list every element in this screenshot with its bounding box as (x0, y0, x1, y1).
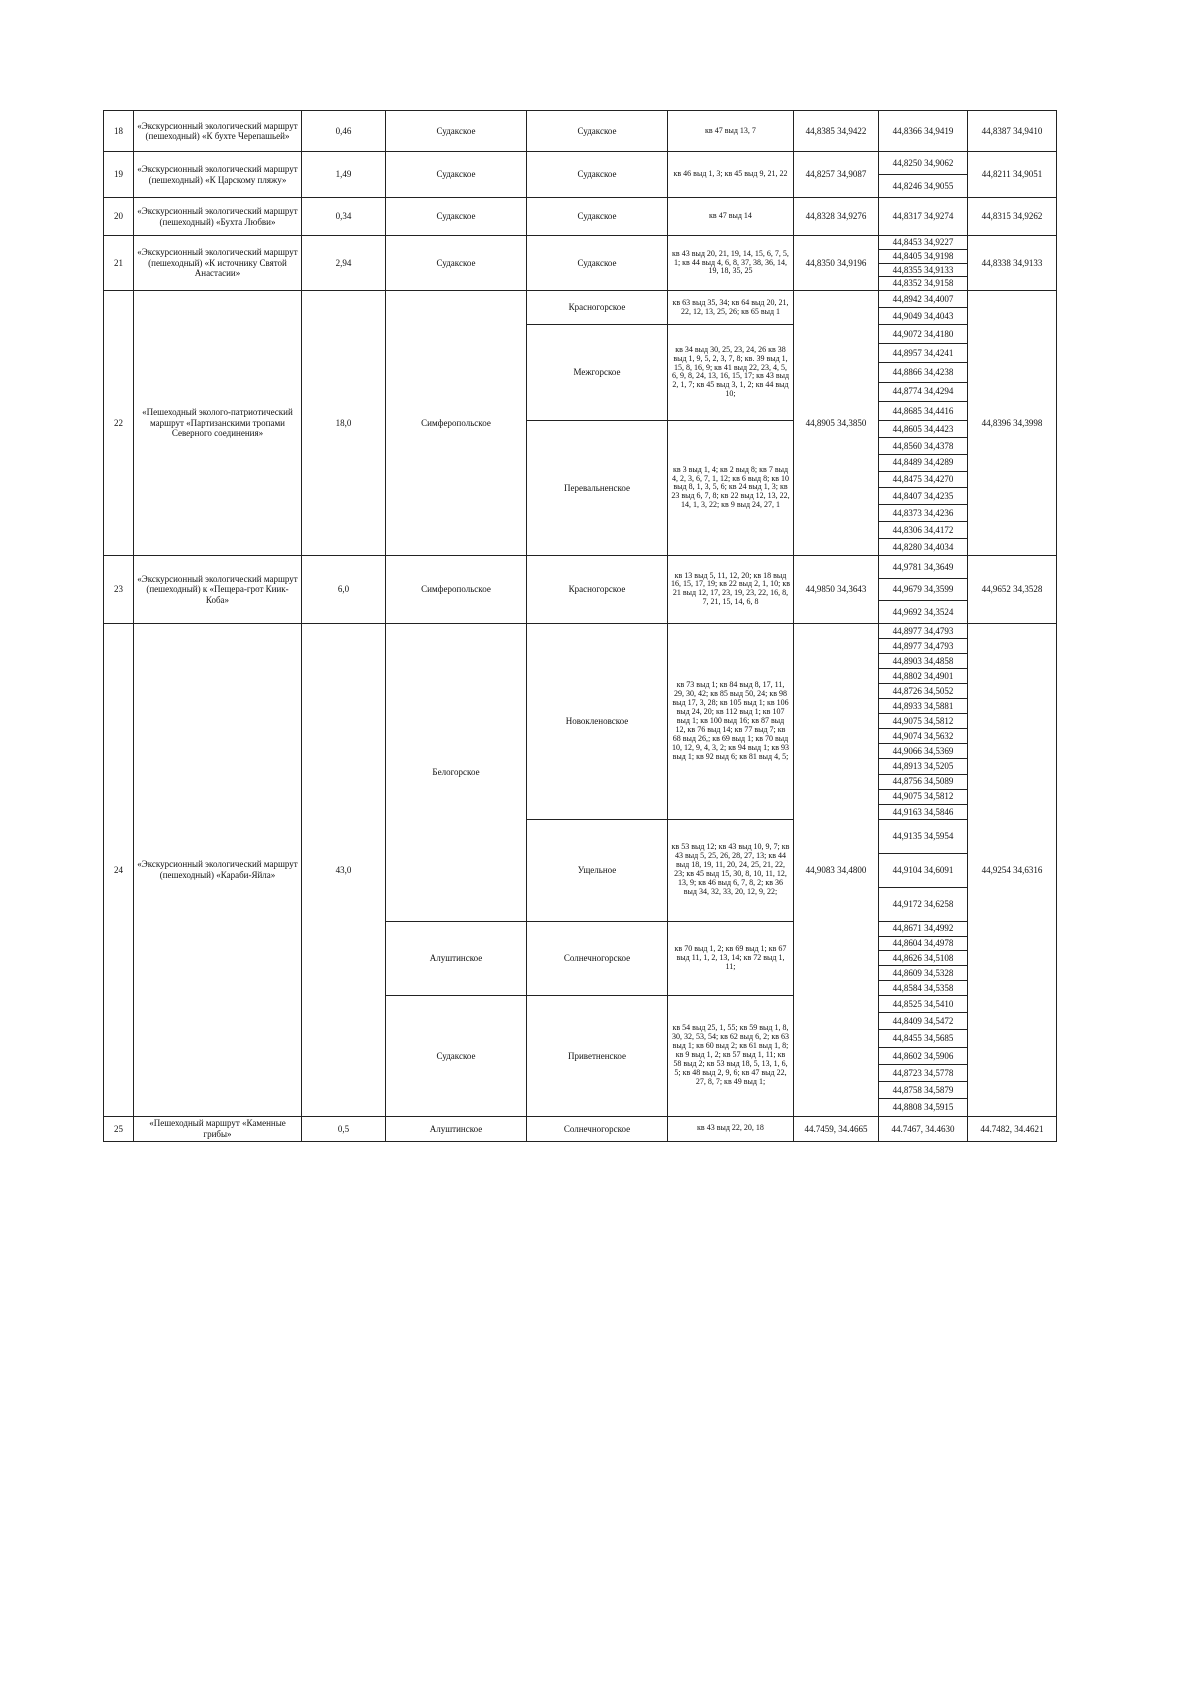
route-length: 6,0 (302, 555, 386, 623)
route-forest-plots: кв 53 выд 12; кв 43 выд 10, 9, 7; кв 43 выд 5, 25, 26, 28, 27, 13; кв 44 выд 18, 19, 11, 20, 24, 25, 21, 22, 23; кв 45 выд 15, 30, 8, 10, 11, 12, 13, 9; кв 46 выд 6, 7, 8, 2; кв 36 выд 34, 32, 33, 20, 12, 9, 22; (668, 819, 794, 921)
route-start-point: 44,8257 34,9087 (794, 152, 879, 198)
table-row (104, 291, 1057, 325)
route-forest-plots: кв 46 выд 1, 3; кв 45 выд 9, 21, 22 (668, 152, 794, 198)
table-row (104, 111, 1057, 152)
waypoint-coordinate: 44,8802 34,4901 (879, 668, 967, 683)
waypoint-list (879, 624, 967, 819)
waypoint-coordinate: 44,8453 34,9227 (892, 237, 954, 248)
route-district: Симферопольское (386, 291, 527, 556)
waypoint-list (879, 111, 967, 151)
route-district: Судакское (386, 152, 527, 198)
waypoint-coordinate: 44,8933 34,5881 (879, 698, 967, 713)
route-waypoints (879, 420, 968, 555)
route-length: 0,46 (302, 111, 386, 152)
waypoint-coordinate: 44,8366 34,9419 (892, 125, 954, 136)
route-forest-plots: кв 63 выд 35, 34; кв 64 выд 20, 21, 22, 12, 13, 25, 26; кв 65 выд 1 (668, 291, 794, 325)
route-length: 2,94 (302, 236, 386, 291)
route-number: 18 (104, 111, 134, 152)
waypoint-coordinate: 44,9692 34,3524 (879, 600, 967, 623)
waypoint-coordinate: 44,9163 34,5846 (879, 804, 967, 819)
route-end-point: 44,8396 34,3998 (968, 291, 1057, 556)
route-start-point: 44,8328 34,9276 (794, 198, 879, 236)
route-forest-plots: кв 54 выд 25, 1, 55; кв 59 выд 1, 8, 30, 32, 53, 54; кв 62 выд 6, 2; кв 63 выд 1; кв 60 выд 2; кв 61 выд 1, 8; кв 9 выд 1, 2; кв 57 выд 1, 11; кв 58 выд 2; кв 53 выд 18, 5, 13, 1, 6, 5; кв 48 выд 2, 9, 6; кв 47 выд 22, 27, 8, 7; кв 49 выд 1; (668, 995, 794, 1116)
waypoint-coordinate: 44,8903 34,4858 (879, 653, 967, 668)
route-number: 19 (104, 152, 134, 198)
route-forest-plots: кв 34 выд 30, 25, 23, 24, 26 кв 38 выд 1, 9, 5, 2, 3, 7, 8; кв. 39 выд 1, 15, 8, 16, 9; кв 41 выд 22, 23, 4, 5, 6, 9, 8, 24, 13, 16, 15, 17; кв 43 выд 2, 1, 7; кв 45 выд 3, 1, 2; кв 44 выд 10; (668, 325, 794, 421)
route-name: «Экскурсионный экологический маршрут (пешеходный) «К бухте Черепашьей» (134, 111, 302, 152)
waypoint-list (879, 152, 967, 197)
waypoint-coordinate: 44,8609 34,5328 (879, 965, 967, 980)
waypoint-coordinate: 44,8756 34,5089 (879, 774, 967, 789)
waypoint-coordinate: 44,9049 34,4043 (879, 307, 967, 324)
route-settlement: Приветненское (527, 995, 668, 1116)
waypoint-coordinate: 44,8602 34,5906 (879, 1047, 967, 1064)
waypoint-coordinate: 44,8913 34,5205 (879, 758, 967, 773)
route-settlement: Ущельное (527, 819, 668, 921)
waypoint-coordinate: 44,8405 34,9198 (879, 249, 967, 263)
waypoint-coordinate: 44,8355 34,9133 (879, 263, 967, 277)
route-number: 20 (104, 198, 134, 236)
waypoint-coordinate: 44,9075 34,5812 (879, 713, 967, 728)
waypoint-list (879, 1117, 967, 1141)
route-name: «Экскурсионный экологический маршрут (пешеходный) «Караби-Яйла» (134, 623, 302, 1116)
route-number: 22 (104, 291, 134, 556)
route-length: 43,0 (302, 623, 386, 1116)
route-number: 24 (104, 623, 134, 1116)
waypoint-list (879, 325, 967, 420)
route-waypoints (879, 995, 968, 1116)
route-district: Симферопольское (386, 555, 527, 623)
route-end-point: 44,8387 34,9410 (968, 111, 1057, 152)
table-row (104, 236, 1057, 291)
table-row (104, 1116, 1057, 1141)
route-district: Алуштинское (386, 921, 527, 995)
route-forest-plots: кв 13 выд 5, 11, 12, 20; кв 18 выд 16, 15, 17, 19; кв 22 выд 2, 1, 10; кв 21 выд 12, 17, 23, 19, 23, 22, 16, 8, 7, 21, 15, 14, 6, 8 (668, 555, 794, 623)
route-waypoints (879, 921, 968, 995)
waypoint-coordinate: 44,9104 34,6091 (879, 853, 967, 887)
waypoint-coordinate: 44,8373 34,4236 (879, 504, 967, 521)
route-name: «Экскурсионный экологический маршрут (пешеходный) «К источнику Святой Анастасии» (134, 236, 302, 291)
waypoint-coordinate: 44,8525 34,5410 (892, 998, 954, 1009)
waypoint-coordinate: 44,9066 34,5369 (879, 743, 967, 758)
waypoint-coordinate: 44,8604 34,4978 (879, 936, 967, 951)
route-end-point: 44,8338 34,9133 (968, 236, 1057, 291)
waypoint-list (879, 291, 967, 324)
route-number: 23 (104, 555, 134, 623)
waypoint-coordinate: 44.7467, 34.4630 (891, 1123, 955, 1134)
waypoint-coordinate: 44,8957 34,4241 (879, 343, 967, 362)
route-settlement: Судакское (527, 198, 668, 236)
waypoint-coordinate: 44,8723 34,5778 (879, 1064, 967, 1081)
waypoint-coordinate: 44,8407 34,4235 (879, 487, 967, 504)
waypoint-list (879, 421, 967, 555)
waypoint-coordinate: 44,8774 34,4294 (879, 382, 967, 401)
route-forest-plots: кв 43 выд 20, 21, 19, 14, 15, 6, 7, 5, 1; кв 44 выд 4, 6, 8, 37, 38, 36, 14, 19, 18, 35, 25 (668, 236, 794, 291)
route-name: «Пешеходный эколого-патриотический маршрут «Партизанскими тропами Северного соединения» (134, 291, 302, 556)
route-forest-plots: кв 70 выд 1, 2; кв 69 выд 1; кв 67 выд 11, 1, 2, 13, 14; кв 72 выд 1, 11; (668, 921, 794, 995)
route-length: 1,49 (302, 152, 386, 198)
waypoint-coordinate: 44,8726 34,5052 (879, 683, 967, 698)
route-settlement: Судакское (527, 236, 668, 291)
waypoint-coordinate: 44,9072 34,4180 (892, 328, 954, 339)
waypoint-list (879, 996, 967, 1116)
route-waypoints (879, 1116, 968, 1141)
waypoint-coordinate: 44,9172 34,6258 (879, 887, 967, 921)
route-number: 25 (104, 1116, 134, 1141)
route-start-point: 44.7459, 34.4665 (794, 1116, 879, 1141)
route-end-point: 44,9652 34,3528 (968, 555, 1057, 623)
route-settlement: Перевальненское (527, 420, 668, 555)
route-end-point: 44,8315 34,9262 (968, 198, 1057, 236)
route-forest-plots: кв 73 выд 1; кв 84 выд 8, 17, 11, 29, 30, 42; кв 85 выд 50, 24; кв 98 выд 17, 3, 28; кв 105 выд 1; кв 106 выд 24, 20; кв 112 выд 1; кв 107 выд 1; кв 100 выд 16; кв 87 выд 12, кв 76 выд 14; кв 77 выд 7; кв 68 выд 26,; кв 69 выд 1; кв 70 выд 10, 12, 9, 4, 3, 2; кв 94 выд 1; кв 93 выд 1; кв 92 выд 6; кв 81 выд 4, 5; (668, 623, 794, 819)
route-number: 21 (104, 236, 134, 291)
waypoint-coordinate: 44,8584 34,5358 (879, 980, 967, 995)
route-district: Судакское (386, 198, 527, 236)
route-name: «Экскурсионный экологический маршрут (пешеходный) «Бухта Любви» (134, 198, 302, 236)
waypoint-coordinate: 44,8685 34,4416 (879, 401, 967, 420)
route-settlement: Красногорское (527, 291, 668, 325)
route-forest-plots: кв 43 выд 22, 20, 18 (668, 1116, 794, 1141)
route-settlement: Судакское (527, 111, 668, 152)
waypoint-coordinate: 44,8626 34,5108 (879, 950, 967, 965)
route-length: 0,34 (302, 198, 386, 236)
route-district: Судакское (386, 111, 527, 152)
waypoint-coordinate: 44,8280 34,4034 (879, 538, 967, 555)
route-length: 18,0 (302, 291, 386, 556)
route-start-point: 44,8905 34,3850 (794, 291, 879, 556)
route-waypoints (879, 236, 968, 291)
waypoint-coordinate: 44,9074 34,5632 (879, 728, 967, 743)
table-row (104, 623, 1057, 819)
route-district: Алуштинское (386, 1116, 527, 1141)
table-row (104, 198, 1057, 236)
route-waypoints (879, 819, 968, 921)
waypoint-coordinate: 44,9781 34,3649 (892, 561, 954, 572)
route-end-point: 44,9254 34,6316 (968, 623, 1057, 1116)
waypoint-coordinate: 44,8475 34,4270 (879, 471, 967, 488)
waypoint-list (879, 820, 967, 921)
waypoint-coordinate: 44,8977 34,4793 (879, 638, 967, 653)
route-waypoints (879, 325, 968, 421)
waypoint-coordinate: 44,8489 34,4289 (879, 454, 967, 471)
waypoint-list (879, 922, 967, 995)
waypoint-coordinate: 44,8250 34,9062 (892, 157, 954, 168)
waypoint-coordinate: 44,8977 34,4793 (892, 625, 954, 636)
routes-table-body (104, 111, 1057, 1142)
waypoint-coordinate: 44,8942 34,4007 (892, 293, 954, 304)
route-district: Белогорское (386, 623, 527, 921)
route-settlement: Солнечногорское (527, 1116, 668, 1141)
route-name: «Экскурсионный экологический маршрут (пешеходный) к «Пещера-грот Киик-Коба» (134, 555, 302, 623)
waypoint-coordinate: 44,8246 34,9055 (879, 174, 967, 197)
waypoint-list (879, 236, 967, 290)
route-waypoints (879, 555, 968, 623)
route-waypoints (879, 291, 968, 325)
route-settlement: Солнечногорское (527, 921, 668, 995)
route-forest-plots: кв 3 выд 1, 4; кв 2 выд 8; кв 7 выд 4, 2, 3, 6, 7, 1, 12; кв 6 выд 8; кв 10 выд 8, 1, 3, 5, 6; кв 24 выд 1, 3; кв 23 выд 6, 7, 8; кв 22 выд 12, 13, 22, 14, 1, 3, 22; кв 9 выд 24, 27, 1 (668, 420, 794, 555)
waypoint-coordinate: 44,8758 34,5879 (879, 1081, 967, 1098)
route-settlement: Межгорское (527, 325, 668, 421)
route-name: «Экскурсионный экологический маршрут (пешеходный) «К Царскому пляжу» (134, 152, 302, 198)
waypoint-coordinate: 44,9135 34,5954 (892, 831, 954, 842)
route-settlement: Новокленовское (527, 623, 668, 819)
route-end-point: 44.7482, 34.4621 (968, 1116, 1057, 1141)
waypoint-coordinate: 44,8560 34,4378 (879, 437, 967, 454)
route-name: «Пешеходный маршрут «Каменные грибы» (134, 1116, 302, 1141)
waypoint-coordinate: 44,9075 34,5812 (879, 789, 967, 804)
waypoint-coordinate: 44,8352 34,9158 (879, 276, 967, 290)
waypoint-list (879, 556, 967, 623)
route-forest-plots: кв 47 выд 13, 7 (668, 111, 794, 152)
route-end-point: 44,8211 34,9051 (968, 152, 1057, 198)
waypoint-coordinate: 44,8317 34,9274 (892, 211, 954, 222)
route-district: Судакское (386, 236, 527, 291)
route-forest-plots: кв 47 выд 14 (668, 198, 794, 236)
route-settlement: Судакское (527, 152, 668, 198)
route-start-point: 44,8385 34,9422 (794, 111, 879, 152)
routes-table (103, 110, 1057, 1142)
waypoint-coordinate: 44,8671 34,4992 (892, 923, 954, 934)
route-waypoints (879, 152, 968, 198)
table-row (104, 555, 1057, 623)
route-waypoints (879, 198, 968, 236)
route-start-point: 44,8350 34,9196 (794, 236, 879, 291)
route-waypoints (879, 111, 968, 152)
route-settlement: Красногорское (527, 555, 668, 623)
waypoint-coordinate: 44,8605 34,4423 (892, 423, 954, 434)
waypoint-list (879, 198, 967, 235)
table-row (104, 152, 1057, 198)
route-length: 0,5 (302, 1116, 386, 1141)
waypoint-coordinate: 44,8455 34,5685 (879, 1029, 967, 1046)
route-start-point: 44,9083 34,4800 (794, 623, 879, 1116)
waypoint-coordinate: 44,8409 34,5472 (879, 1012, 967, 1029)
waypoint-coordinate: 44,8808 34,5915 (879, 1098, 967, 1115)
waypoint-coordinate: 44,8866 34,4238 (879, 362, 967, 381)
waypoint-coordinate: 44,8306 34,4172 (879, 521, 967, 538)
route-start-point: 44,9850 34,3643 (794, 555, 879, 623)
route-waypoints (879, 623, 968, 819)
route-district: Судакское (386, 995, 527, 1116)
waypoint-coordinate: 44,9679 34,3599 (879, 578, 967, 601)
